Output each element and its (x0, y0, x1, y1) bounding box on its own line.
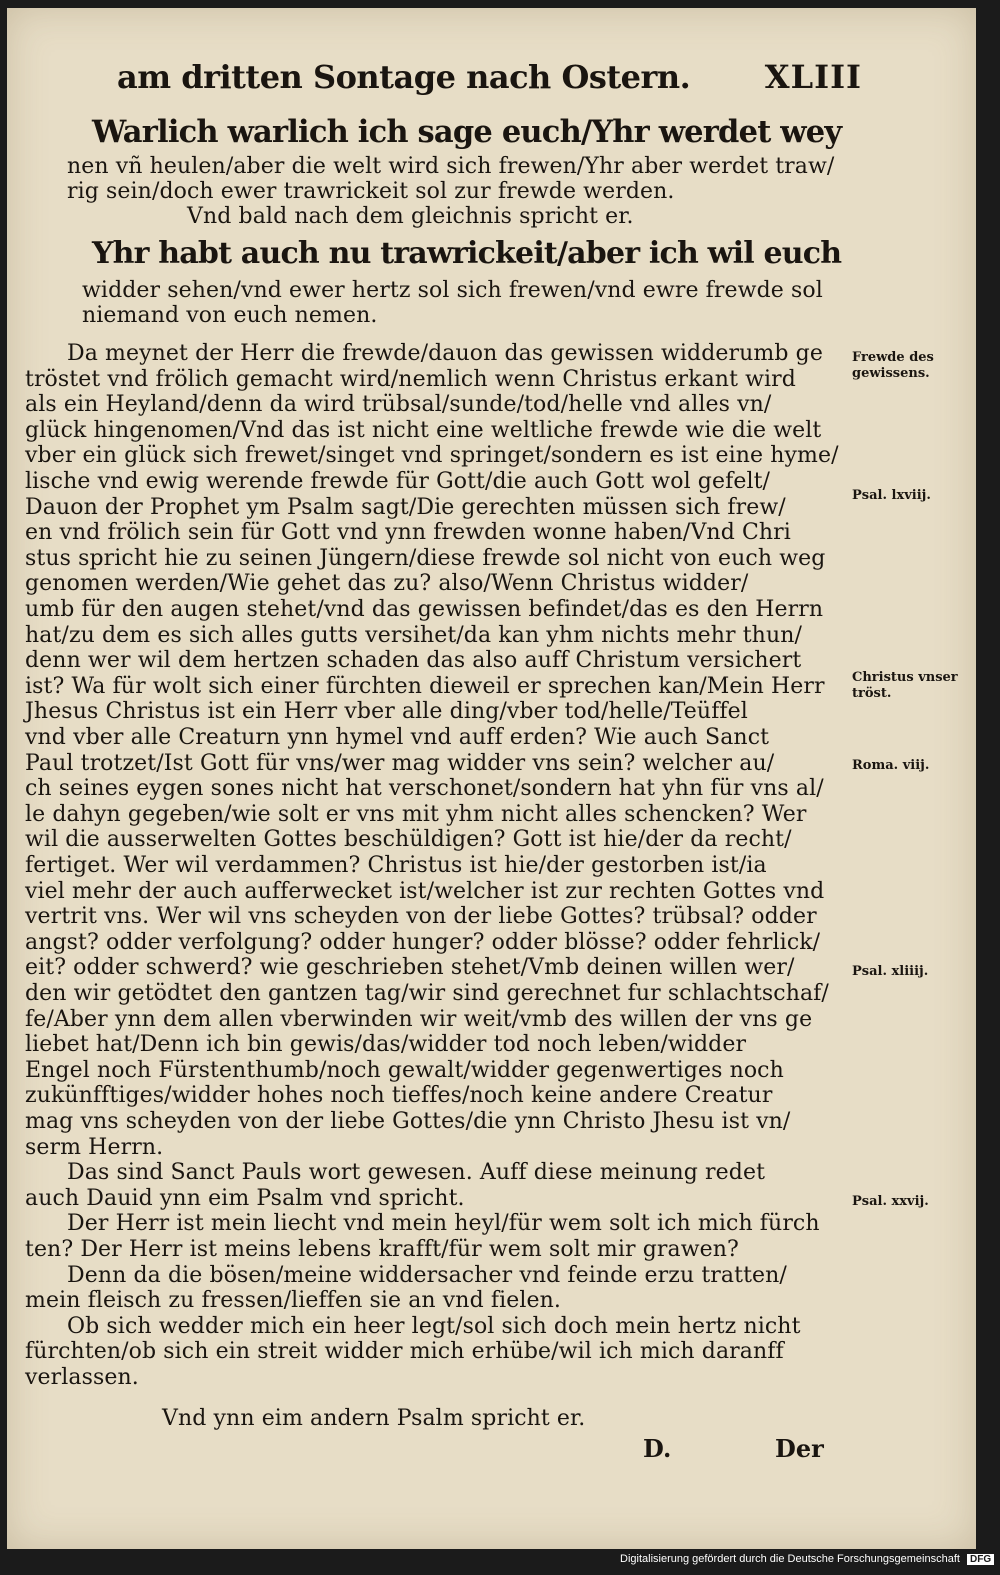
body-line: Dauon der Prophet ym Psalm sagt/Die gerechten müssen sich frew/ (25, 495, 786, 520)
body-line: lische vnd ewig werende frewde für Gott/die auch Gott wol gefelt/ (25, 469, 771, 494)
page-title: am dritten Sontage nach Ostern. (117, 58, 691, 96)
body-line: Der Herr ist mein liecht vnd mein heyl/für wem solt ich mich fürch (67, 1211, 820, 1236)
body-line: Jhesus Christus ist ein Herr vber alle ding/vber tod/helle/Teüffel (25, 699, 748, 724)
body-line: als ein Heyland/denn da wird trübsal/sunde/tod/helle vnd alles vn/ (25, 392, 772, 417)
body-line: vber ein glück sich frewet/singet vnd springet/sondern es ist eine hyme/ (25, 443, 839, 468)
quote2-line-2: widder sehen/vnd ewer hertz sol sich frewen/vnd ewre frewde sol (82, 278, 823, 303)
funding-footer (620, 1553, 990, 1571)
body-line: stus spricht hie zu seinen Jüngern/diese frewde sol nicht von euch weg (25, 546, 826, 571)
body-line: fertiget. Wer wil verdammen? Christus ist hie/der gestorben ist/ia (25, 853, 767, 878)
scanned-page (7, 8, 976, 1549)
quote2-line-3: niemand von euch nemen. (82, 303, 378, 328)
body-line: ist? Wa für wolt sich einer fürchten dieweil er sprechen kan/Mein Herr (25, 674, 825, 699)
body-line: hat/zu dem es sich alles gutts versihet/da kan yhm nichts mehr thun/ (25, 623, 802, 648)
body-line: Das sind Sanct Pauls wort gewesen. Auff diese meinung redet (67, 1160, 766, 1185)
body-line: mag vns scheyden von der liebe Gottes/die ynn Christo Jhesu ist vn/ (25, 1109, 791, 1134)
quote1-line-3: rig sein/doch ewer trawrickeit sol zur frewde werden. (67, 179, 675, 204)
body-line: glück hingenomen/Vnd das ist nicht eine weltliche frewde wie die welt (25, 418, 822, 443)
body-line: tröstet vnd frölich gemacht wird/nemlich wenn Christus erkant wird (25, 367, 796, 392)
body-line: vertrit vns. Wer wil vns scheyden von der liebe Gottes? trübsal? odder (25, 904, 817, 929)
body-line: ten? Der Herr ist meins lebens krafft/für wem solt mir grawen? (25, 1237, 739, 1262)
body-line: zukünfftiges/widder hohes noch tieffes/noch keine andere Creatur (25, 1083, 773, 1108)
body-line: Da meynet der Herr die frewde/dauon das gewissen widderumb ge (67, 341, 823, 366)
marginal-note: Psal. lxviij. (852, 488, 931, 503)
body-line: Paul trotzet/Ist Gott für vns/wer mag widder vns sein? welcher au/ (25, 751, 775, 776)
body-line: wil die ausserwelten Gottes beschüldigen? Gott ist hie/der da recht/ (25, 827, 792, 852)
body-line: denn wer wil dem hertzen schaden das also auff Christum versichert (25, 648, 802, 673)
marginal-note: Psal. xliiij. (852, 964, 929, 979)
body-line: fürchten/ob sich ein streit widder mich erhübe/wil ich mich daranff (25, 1339, 784, 1364)
body-line: fe/Aber ynn dem allen vberwinden wir weit/vmb des willen der vns ge (25, 1007, 813, 1032)
marginal-note: Psal. xxvij. (852, 1194, 929, 1209)
body-line: liebet hat/Denn ich bin gewis/das/widder tod noch leben/widder (25, 1032, 747, 1057)
body-line: auch Dauid ynn eim Psalm vnd spricht. (25, 1186, 465, 1211)
body-line: verlassen. (25, 1365, 139, 1390)
body-line: umb für den augen stehet/vnd das gewissen befindet/das es den Herrn (25, 597, 824, 622)
body-line: Ob sich wedder mich ein heer legt/sol sich doch mein hertz nicht (67, 1314, 801, 1339)
body-line: den wir getödtet den gantzen tag/wir sind gerechnet fur schlachtschaf/ (25, 981, 829, 1006)
marginal-note: Frewde des gewissens. (852, 350, 934, 381)
body-line: eit? odder schwerd? wie geschrieben stehet/Vmb deinen willen wer/ (25, 955, 795, 980)
marginal-note: Roma. viij. (852, 758, 930, 773)
closing-line: Vnd ynn eim andern Psalm spricht er. (162, 1406, 586, 1431)
signature-mark: D. (643, 1434, 672, 1463)
marginal-note: Christus vnser tröst. (852, 670, 958, 701)
running-head (117, 58, 862, 110)
body-line: genomen werden/Wie gehet das zu? also/Wenn Christus widder/ (25, 571, 749, 596)
body-line: en vnd frölich sein für Gott vnd ynn frewden wonne haben/Vnd Chri (25, 520, 791, 545)
body-line: serm Herrn. (25, 1135, 164, 1160)
body-line: ch seines eygen sones nicht hat verschonet/sondern hat yhn für vns al/ (25, 776, 824, 801)
folio-number: XLIII (764, 58, 862, 96)
intro-line: Vnd bald nach dem gleichnis spricht er. (187, 204, 634, 229)
dfg-logo: DFG (967, 1554, 994, 1565)
body-line: le dahyn gegeben/wie solt er vns mit yhm nicht alles schencken? Wer (25, 802, 807, 827)
footer-text: Digitalisierung gefördert durch die Deutsche Forschungsgemeinschaft (620, 1553, 960, 1565)
body-line: viel mehr der auch aufferwecket ist/welcher ist zur rechten Gottes vnd (25, 879, 825, 904)
quote1-line-1: Warlich warlich ich sage euch/Yhr werdet wey (92, 114, 842, 150)
quote1-line-2: nen vñ heulen/aber die welt wird sich frewen/Yhr aber werdet traw/ (67, 154, 835, 179)
body-line: Denn da die bösen/meine widdersacher vnd feinde erzu tratten/ (67, 1263, 787, 1288)
body-line: mein fleisch zu fressen/lieffen sie an vnd fielen. (25, 1288, 561, 1313)
body-line: vnd vber alle Creaturn ynn hymel vnd auff erden? Wie auch Sanct (25, 725, 770, 750)
body-line: Engel noch Fürstenthumb/noch gewalt/widder gegenwertiges noch (25, 1058, 784, 1083)
catchword: Der (775, 1434, 824, 1463)
quote2-line-1: Yhr habt auch nu trawrickeit/aber ich wil euch (92, 236, 842, 271)
body-line: angst? odder verfolgung? odder hunger? odder blösse? odder fehrlick/ (25, 930, 821, 955)
